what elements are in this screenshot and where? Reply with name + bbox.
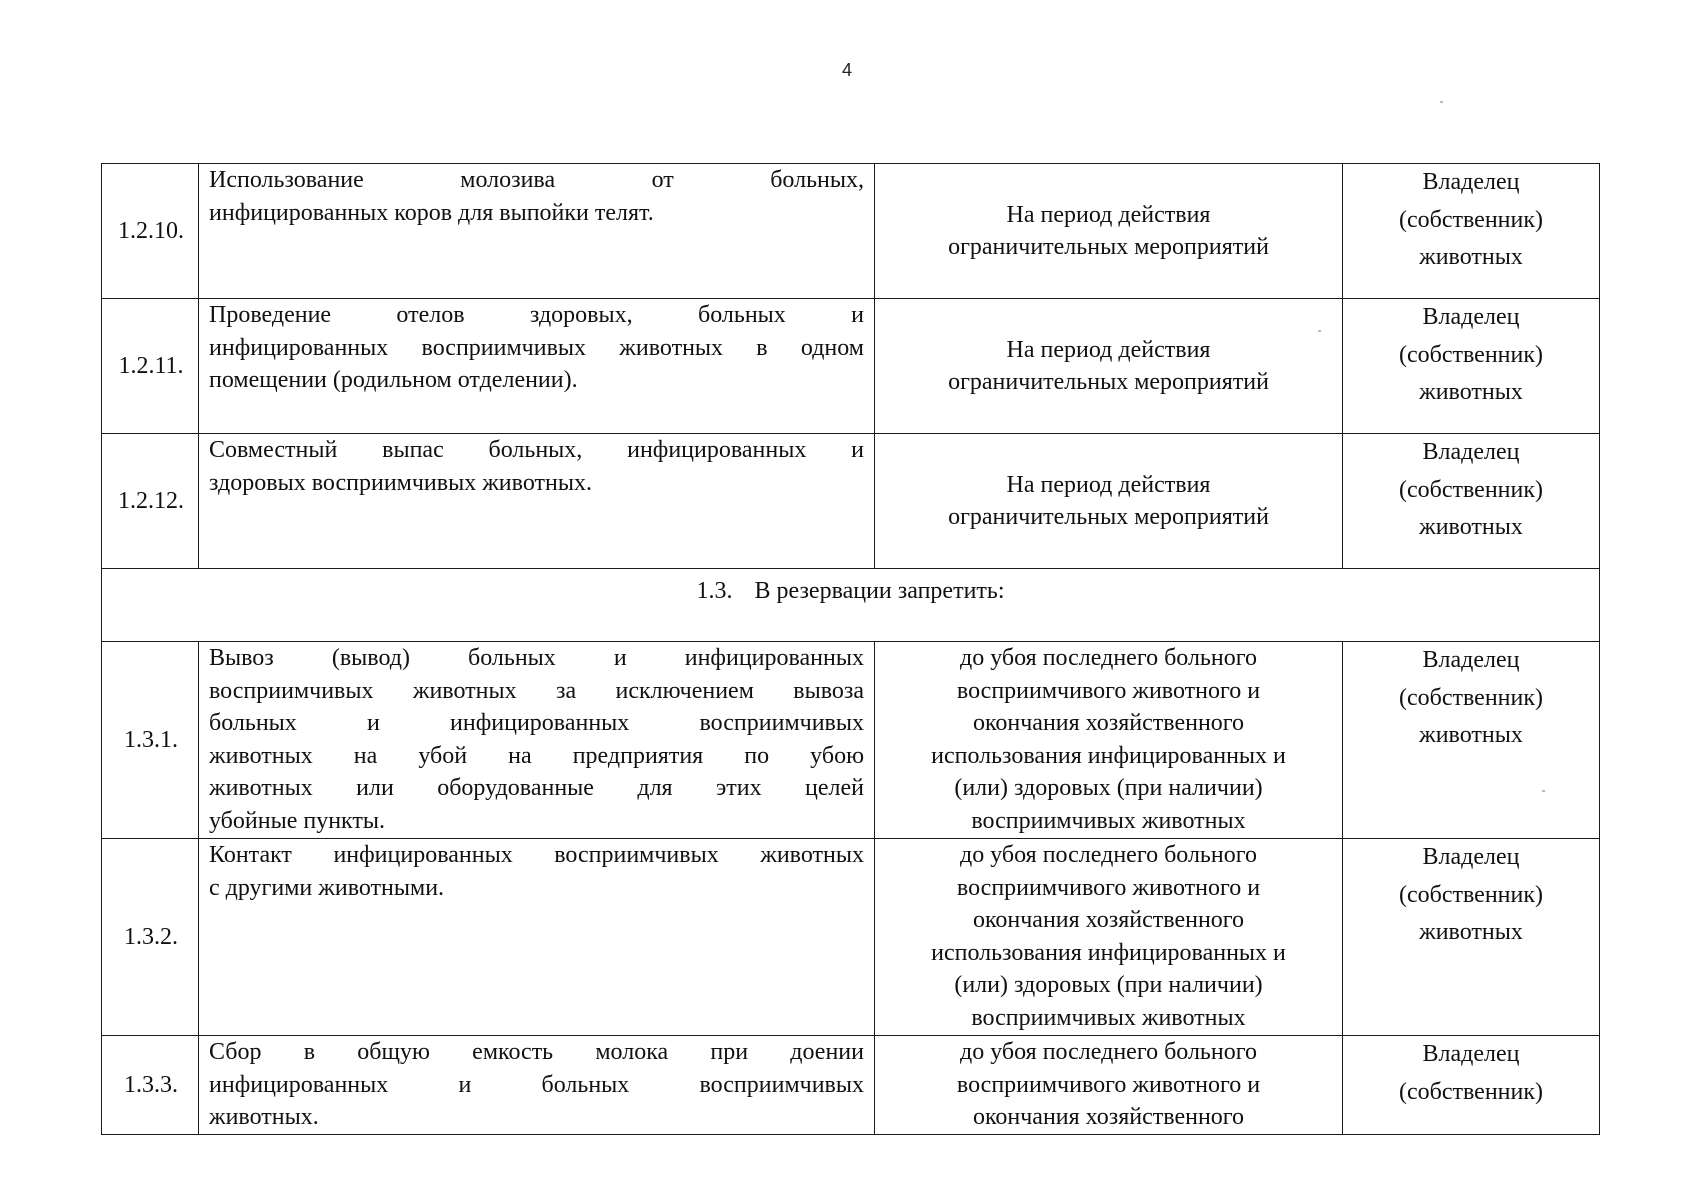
description-line: Вывоз (вывод) больных и инфицированных bbox=[209, 645, 864, 671]
period-line: до убоя последнего больного bbox=[960, 645, 1257, 671]
owner-line: животных bbox=[1419, 379, 1523, 405]
row-owner bbox=[1343, 164, 1600, 299]
description-line: Использование молозива от больных, bbox=[209, 167, 864, 193]
owner-line: животных bbox=[1419, 244, 1523, 270]
owner-line: Владелец bbox=[1422, 439, 1520, 465]
description-line: здоровых восприимчивых животных. bbox=[209, 469, 592, 496]
row-description bbox=[199, 299, 875, 434]
scan-speck bbox=[1318, 330, 1321, 332]
description-line: инфицированных восприимчивых животных в одном bbox=[209, 334, 864, 361]
period-line: На период действия bbox=[1006, 201, 1211, 228]
description-line: убойные пункты. bbox=[209, 807, 386, 834]
row-description bbox=[199, 839, 875, 1036]
period-line: восприимчивого животного и bbox=[956, 1071, 1261, 1098]
row-period bbox=[875, 299, 1343, 434]
row-period bbox=[875, 164, 1343, 299]
owner-line: (собственник) bbox=[1398, 206, 1544, 233]
description-line: Совместный выпас больных, инфицированных и bbox=[209, 437, 864, 463]
row-owner bbox=[1343, 1036, 1600, 1135]
scan-speck bbox=[1440, 101, 1443, 103]
owner-line: Владелец bbox=[1422, 169, 1520, 195]
description-line: больных и инфицированных восприимчивых bbox=[209, 710, 864, 736]
description-line: животных на убой на предприятия по убою bbox=[209, 742, 864, 769]
table-row bbox=[102, 434, 1600, 569]
period-line: ограничительных мероприятий bbox=[948, 234, 1269, 260]
row-number: 1.3.3. bbox=[102, 1036, 199, 1135]
period-line: восприимчивого животного и bbox=[956, 677, 1261, 704]
section-title: В резервации запретить: bbox=[754, 578, 1005, 604]
row-description bbox=[199, 642, 875, 839]
description-line: инфицированных коров для выпойки телят. bbox=[209, 199, 654, 226]
period-line: (или) здоровых (при наличии) bbox=[954, 972, 1263, 998]
period-line: восприимчивых животных bbox=[971, 807, 1246, 834]
table-row bbox=[102, 839, 1600, 1036]
description-line: животных или оборудованные для этих целей bbox=[209, 775, 864, 801]
description-line: Сбор в общую емкость молока при доении bbox=[209, 1039, 864, 1065]
scan-speck bbox=[1542, 790, 1545, 792]
period-line: восприимчивых животных bbox=[971, 1004, 1246, 1031]
period-line: ограничительных мероприятий bbox=[948, 369, 1269, 395]
owner-line: животных bbox=[1419, 514, 1523, 540]
owner-line: Владелец bbox=[1422, 304, 1520, 330]
section-number: 1.3. bbox=[696, 578, 733, 604]
row-owner bbox=[1343, 642, 1600, 839]
period-line: окончания хозяйственного bbox=[972, 1104, 1245, 1130]
period-line: (или) здоровых (при наличии) bbox=[954, 775, 1263, 801]
row-description bbox=[199, 164, 875, 299]
restrictions-table bbox=[101, 163, 1600, 1135]
row-owner bbox=[1343, 839, 1600, 1036]
table-row bbox=[102, 164, 1600, 299]
owner-line: (собственник) bbox=[1398, 341, 1544, 368]
description-line: Контакт инфицированных восприимчивых животных bbox=[209, 842, 864, 868]
row-number: 1.2.11. bbox=[102, 299, 199, 434]
owner-line: животных bbox=[1419, 722, 1523, 748]
row-period bbox=[875, 839, 1343, 1036]
page-number: 4 bbox=[841, 60, 852, 80]
row-period bbox=[875, 434, 1343, 569]
table-row bbox=[102, 1036, 1600, 1135]
period-line: На период действия bbox=[1006, 336, 1211, 363]
row-number: 1.2.12. bbox=[102, 434, 199, 569]
description-line: помещении (родильном отделении). bbox=[209, 367, 578, 393]
period-line: до убоя последнего больного bbox=[960, 1039, 1257, 1065]
period-line: окончания хозяйственного bbox=[972, 907, 1245, 933]
period-line: восприимчивого животного и bbox=[956, 874, 1261, 901]
owner-line: животных bbox=[1419, 919, 1523, 945]
row-number: 1.3.2. bbox=[102, 839, 199, 1036]
row-description bbox=[199, 434, 875, 569]
row-number: 1.3.1. bbox=[102, 642, 199, 839]
section-heading bbox=[102, 569, 1600, 642]
table-row bbox=[102, 642, 1600, 839]
table-row bbox=[102, 299, 1600, 434]
description-line: инфицированных и больных восприимчивых bbox=[209, 1071, 864, 1098]
row-period bbox=[875, 1036, 1343, 1135]
owner-line: Владелец bbox=[1422, 1041, 1520, 1067]
owner-line: (собственник) bbox=[1398, 1078, 1544, 1105]
row-owner bbox=[1343, 434, 1600, 569]
owner-line: (собственник) bbox=[1398, 476, 1544, 503]
period-line: использования инфицированных и bbox=[931, 939, 1286, 966]
period-line: использования инфицированных и bbox=[931, 742, 1286, 769]
period-line: ограничительных мероприятий bbox=[948, 504, 1269, 530]
row-owner bbox=[1343, 299, 1600, 434]
owner-line: (собственник) bbox=[1398, 881, 1544, 908]
owner-line: (собственник) bbox=[1398, 684, 1544, 711]
period-line: до убоя последнего больного bbox=[960, 842, 1257, 868]
description-line: восприимчивых животных за исключением вывоза bbox=[209, 677, 864, 704]
description-line: Проведение отелов здоровых, больных и bbox=[209, 302, 864, 328]
row-number: 1.2.10. bbox=[102, 164, 199, 299]
row-description bbox=[199, 1036, 875, 1135]
owner-line: Владелец bbox=[1422, 844, 1520, 870]
owner-line: Владелец bbox=[1422, 647, 1520, 673]
description-line: с другими животными. bbox=[209, 874, 445, 901]
period-line: окончания хозяйственного bbox=[972, 710, 1245, 736]
description-line: животных. bbox=[209, 1104, 319, 1130]
period-line: На период действия bbox=[1006, 471, 1211, 498]
section-row bbox=[102, 569, 1600, 642]
row-period bbox=[875, 642, 1343, 839]
